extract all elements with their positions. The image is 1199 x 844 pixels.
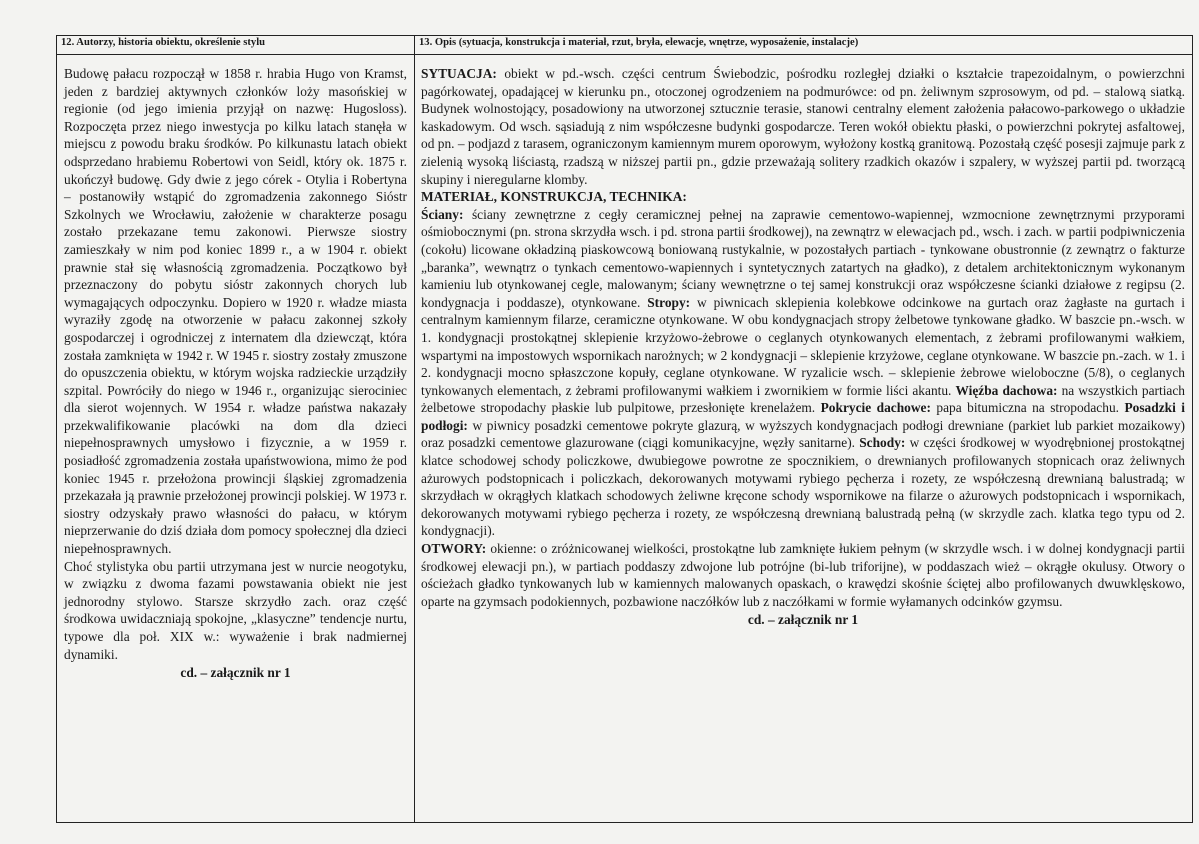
posadzki-text: w piwnicy posadzki cementowe pokryte glazurą, w wyższych kondygnacjach podłogi drewniane (parkiet lub parkiet mozaikowy) oraz posadzki cementowe glazurowane (ciągi komunikacyjne, węzły sanitarne). (421, 417, 1185, 451)
section-13-heading: 13. Opis (sytuacja, konstrukcja i materiał, rzut, bryła, elewacje, wnętrze, wyposażenie, instalacje) (415, 36, 1193, 55)
pokrycie-label: Pokrycie dachowe: (820, 400, 931, 416)
history-text (57, 55, 414, 682)
otwory-label: OTWORY: (421, 541, 487, 557)
form-table (56, 35, 1193, 823)
right-continuation-note: cd. – załącznik nr 1 (747, 612, 859, 628)
schody-label: Schody: (859, 435, 906, 451)
section-13-cell (415, 55, 1193, 823)
left-continuation-note: cd. – załącznik nr 1 (180, 665, 291, 681)
description-text (415, 55, 1192, 629)
stropy-text: w piwnicach sklepienia kolebkowe odcinkowe na gurtach oraz żagłaste na gurtach i centralnym kamiennym filarze, ceramiczne otynkowane. W obu kondygnacjach stropy żelbetowe tynkowane gładko. W baszcie pn.-wsch. w 1. kondygnacji prostokątnej sklepienie krzyżowo-żebrowe o ceglanych otynkowanych elementach, z żebrami profilowanymi wałkiem, wspartymi na impostowych wspornikach narożnych; w 2 kondygnacji – sklepienie krzyżowe, ceglane otynkowane. W baszcie pn.-zach. w 1. i 2. kondygnacji mocno spłaszczone kopuły, ceglane otynkowane. W ryzalicie wsch. – sklepienie żebrowe wieloboczne (5/8), o ceglanych tynkowanych elementach, z żebrami profilowanymi wałkiem i zwornikiem w formie liści akantu. (421, 294, 1185, 398)
material-paragraph (421, 206, 1185, 540)
section-12-heading: 12. Autorzy, historia obiektu, określenie stylu (57, 36, 415, 55)
posadzki-label: Posadzki i podłogi: (421, 400, 1185, 433)
wiezba-text: na wszystkich partiach żelbetowe stropodachy płaskie lub pulpitowe, przesłonięte krenelażem. (421, 382, 1185, 416)
sytuacja-label: SYTUACJA: (421, 66, 497, 81)
wiezba-label: Więźba dachowa: (955, 382, 1058, 398)
stropy-label: Stropy: (647, 294, 691, 310)
section-12-cell (57, 55, 415, 823)
sciany-label: Ściany: (421, 206, 464, 222)
otwory-paragraph (421, 540, 1185, 610)
schody-text: w części środkowej w wyodrębnionej prostokątnej klatce schodowej schody policzkowe, dwubiegowe powrotne ze spocznikiem, o drewnianych profilowanych stopnicach oraz żeliwnych ażurowych podstopnicach i policzkach, dekorowanych motywami rybiego pęcherza i rozety, ze współczesną drewnianą balustradą; w skrzydłach w okrągłych klatkach schodowych żeliwne kręcone schody wspornikowe na filarze o ażurowych podstopnicach i wspornikach, dekorowanych motywami rybiego pęcherza i rozety, ze współczesną drewnianą balustradą pełną (w skrzydle zach. klatka tego typu od 2. kondygnacji). (421, 435, 1185, 539)
pokrycie-text: papa bitumiczna na stropodachu. (930, 400, 1119, 416)
sytuacja-paragraph (421, 65, 1185, 188)
sciany-text: ściany zewnętrzne z cegły ceramicznej pełnej na zaprawie cementowo-wapiennej, wzmocnione zewnętrznymi przyporami ośmiobocznymi (pn. strona skrzydła wsch. i pd. strona partii środkowej), na zewnątrz w elewacjach pd., wsch. i zach. w partii podpiwniczenia (cokołu) licowane okładziną piaskowcową boniowaną rustykalnie, w pozostałych partiach - tynkowane obustronnie (z zewnątrz o fakturze „baranka”, wewnątrz o tynkach cementowo-wapiennych i syntetycznych zatartych na gładko), z detalem architektonicznym wykonanym kamieniu lub otynkowanej cegle, malowanym; ściany wewnętrzne o tej samej konstrukcji oraz współczesne ścianki działowe z regipsu (2. kondygnacja i poddasze), otynkowane. (421, 206, 1185, 310)
history-paragraph: Budowę pałacu rozpoczął w 1858 r. hrabia Hugo von Kramst, jeden z bardziej aktywnych członków loży masońskiej w regionie (od jego imienia przyjął on nazwę: Hugosloss). Rozpoczęta przez niego inwestycja po kilku latach stanęła w miejscu z powodu braku środków. Po kilkunastu latach obiekt odsprzedano hrabiemu Robertowi von Seidl, który ok. 1875 r. ukończył budowę. Gdy dwie z jego córek - Otylia i Robertyna – postanowiły wstąpić do zgromadzenia zakonnego Sióstr Szkolnych we Wrocławiu, założenie w charakterze posagu zostało przekazane temu zakonowi. Pierwsze siostry zamieszkały w nim pod koniec 1899 r., a w 1904 r. obiekt prawnie stał się własnością zgromadzenia. Początkowo był przeznaczony do pobytu sióstr zakonnych chorych lub wymagających odpoczynku. Dopiero w 1920 r. władze miasta wyraziły zgodę na otworzenie w pałacu zakonnej szkoły gospodarczej i ogrodniczej z internatem dla dziewcząt, która została zamknięta w 1942 r. W 1945 r. siostry zostały zmuszone do opuszczenia obiektu, w którym wojska radzieckie urządziły szpital. Powróciły do niego w 1946 r., organizując sierociniec dla sierot wojennych. W 1954 r. władze państwa nakazały przekwalifikowanie placówki na dom dla dzieci niepełnosprawnych umysłowo i fizycznie, a w 1959 r. posiadłość zgromadzenia została upaństwowiona, mimo że pod koniec 1945 r. przełożona prowincji śląskiej zgromadzenia przekazała ją prawnie przełożonej prowincji polskiej. W 1973 r. siostry odzyskały prawo własności do pałacu, w którym nieprzerwanie do dziś działa dom pomocy społecznej dla dzieci niepełnosprawnych. (64, 66, 407, 557)
sytuacja-text: obiekt w pd.-wsch. części centrum Świebodzic, pośrodku rozległej działki o kształcie trapezoidalnym, o powierzchni pagórkowatej, opadającej w kierunku pn., otoczonej ogrodzeniem na podmurówce: od pn. żeliwnym szprosowym, od pd. – stalową siatką. Budynek wolnostojący, posadowiony na utworzonej sztucznie terasie, stanowi centralny element założenia pałacowo-parkowego o układzie kaskadowym. Od wsch. sąsiadują z nim współczesne budynki gospodarcze. Teren wokół obiektu płaski, o powierzchni pokrytej asfaltowej, od pn. – podjazd z tarasem, ograniczonym kamiennym murem oporowym, wyłożony kostką granitową. Pozostałą część posesji zajmuje park z zielenią wysoką liściastą, rzadszą w niższej partii pn., gdzie przeważają solitery rzadkich okazów i szpalery, w wyższej partii pd. tworzącą skupiny i nieregularne klomby. (421, 66, 1185, 187)
style-paragraph: Choć stylistyka obu partii utrzymana jest w nurcie neogotyku, w związku z dwoma fazami powstawania obiekt nie jest jednorodny stylowo. Starsze skrzydło zach. oraz część środkowa uwidaczniają spokojne, „klasyczne” tendencje nurtu, typowe dla poł. XIX w.: wyważenie i brak nadmiernej dynamiki. (64, 558, 407, 662)
material-heading: MATERIAŁ, KONSTRUKCJA, TECHNIKA: (421, 189, 687, 205)
otwory-text: okienne: o zróżnicowanej wielkości, prostokątne lub zamknięte łukiem pełnym (w skrzydle wsch. i w dolnej kondygnacji partii środkowej elewacji pn.), w partiach poddaszy zdwojone lub potrójne (bi-lub triforijne), w poddaszach wież – okrągłe okulusy. Otwory o ościeżach gładko tynkowanych lub w kamiennych malowanych opaskach, o krawędzi skośnie ściętej albo profilowanych dwuwklęskowo, oparte na gzymsach podokiennych, pozbawione naczółków lub z naczółkami w formie wyłamanych odcinków gzymsu. (421, 541, 1185, 609)
